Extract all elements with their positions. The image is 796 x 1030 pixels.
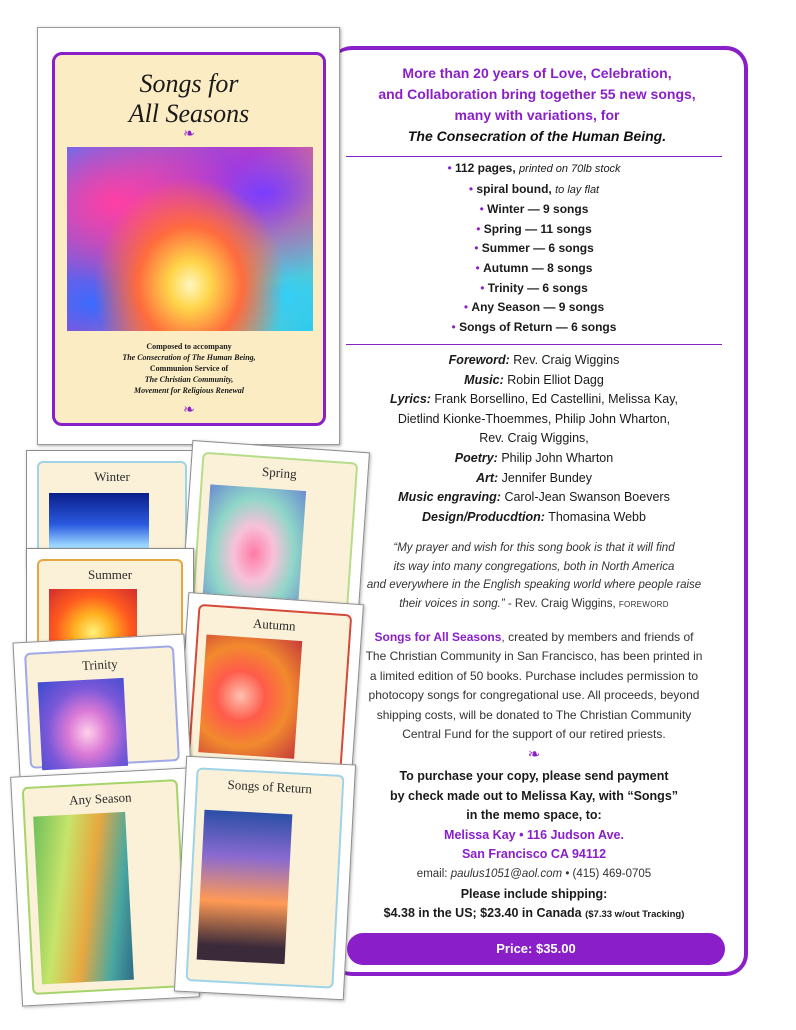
credit-foreword: Foreword: Rev. Craig Wiggins bbox=[448, 353, 620, 367]
cover-title-line2: All Seasons bbox=[128, 99, 250, 128]
order-address: San Francisco CA 94112 bbox=[461, 847, 607, 862]
credit-engraving: Music engraving: Carol-Jean Swanson Boevers bbox=[398, 490, 670, 505]
headline-line: many with variations, for bbox=[454, 107, 620, 123]
cover-panel bbox=[52, 52, 326, 426]
price-badge: Price: $35.00 bbox=[347, 933, 725, 965]
description-line: Central Fund for the support of our retired priests. bbox=[402, 727, 666, 742]
fleuron-icon: ❧ bbox=[183, 125, 195, 141]
spec-item: • spiral bound, to lay flat bbox=[468, 181, 600, 196]
spec-list bbox=[346, 159, 722, 337]
cover-title-line1: Songs for bbox=[139, 69, 239, 98]
credit-lyrics-cont: Dietlind Kionke-Thoemmes, Philip John Wharton, bbox=[397, 411, 671, 426]
cover-title bbox=[55, 69, 323, 129]
page-title: Trinity bbox=[81, 656, 118, 673]
fleuron-icon: ❧ bbox=[527, 746, 541, 763]
description-line: photocopy songs for congregational use. All proceeds, beyond bbox=[368, 688, 700, 703]
cover-artwork bbox=[67, 147, 313, 331]
page-title: Any Season bbox=[68, 789, 132, 808]
order-line: To purchase your copy, please send payment bbox=[399, 769, 669, 783]
spec-item: • Trinity — 6 songs bbox=[480, 280, 588, 295]
order-shipping: $4.38 in the US; $23.40 in Canada ($7.33 w/out Tracking) bbox=[383, 906, 685, 921]
quote bbox=[346, 539, 722, 614]
quote-line: “My prayer and wish for this song book is that it will find bbox=[393, 542, 675, 554]
order-line: in the memo space, to: bbox=[466, 808, 602, 823]
order-shipping-label: Please include shipping: bbox=[460, 886, 608, 901]
spec-item: • Songs of Return — 6 songs bbox=[451, 319, 617, 334]
page-artwork bbox=[38, 678, 128, 770]
divider bbox=[346, 156, 722, 157]
cover-caption-line: Movement for Religious Renewal bbox=[134, 386, 244, 395]
headline-line: More than 20 years of Love, Celebration, bbox=[402, 65, 672, 81]
spec-item: • 112 pages, printed on 70lb stock bbox=[447, 161, 621, 175]
credit-art: Art: Jennifer Bundey bbox=[475, 470, 593, 485]
page-title: Winter bbox=[94, 469, 130, 484]
page-artwork bbox=[198, 634, 302, 758]
page-title: Songs of Return bbox=[227, 776, 313, 797]
sample-page-songs-of-return bbox=[174, 756, 356, 1001]
cover-caption-line: The Consecration of The Human Being, bbox=[122, 353, 256, 362]
sample-page-trinity bbox=[13, 634, 192, 781]
credit-poetry: Poetry: Philip John Wharton bbox=[454, 450, 614, 465]
book-cover bbox=[37, 27, 340, 445]
sample-page-any-season bbox=[10, 767, 200, 1006]
description bbox=[346, 628, 722, 744]
order-info bbox=[346, 767, 722, 925]
page-title: Autumn bbox=[252, 615, 297, 634]
spec-item: • Autumn — 8 songs bbox=[475, 260, 593, 275]
page-artwork bbox=[197, 810, 293, 964]
cover-caption bbox=[55, 341, 323, 396]
spec-item: • Winter — 9 songs bbox=[479, 202, 589, 217]
cover-caption-line: Composed to accompany bbox=[146, 342, 232, 351]
cover-caption-line: The Christian Community, bbox=[144, 375, 234, 384]
order-address: Melissa Kay • 116 Judson Ave. bbox=[444, 827, 624, 842]
description-line: shipping costs, will be donated to The Christian Community bbox=[376, 707, 692, 722]
credit-lyrics: Lyrics: Frank Borsellino, Ed Castellini, Melissa Kay, bbox=[389, 392, 679, 407]
page-artwork bbox=[202, 484, 306, 610]
quote-line: and everywhere in the English speaking world where people raise bbox=[366, 579, 702, 591]
divider bbox=[346, 344, 722, 345]
cover-caption-line: Communion Service of bbox=[149, 364, 229, 373]
spec-item: • Any Season — 9 songs bbox=[463, 300, 605, 315]
description-line: Songs for All Seasons, created by members and friends of bbox=[374, 630, 694, 644]
headline-line: and Collaboration bring together 55 new songs, bbox=[378, 86, 696, 102]
page-artwork bbox=[33, 812, 134, 985]
page-title: Summer bbox=[87, 567, 133, 582]
headline bbox=[372, 63, 702, 147]
order-line: by check made out to Melissa Kay, with “Songs” bbox=[389, 788, 679, 803]
spec-item: • Summer — 6 songs bbox=[474, 241, 594, 256]
spec-item: • Spring — 11 songs bbox=[476, 221, 592, 236]
credit-lyrics-cont: Rev. Craig Wiggins, bbox=[479, 431, 589, 446]
credits bbox=[346, 351, 722, 527]
quote-line: its way into many congregations, both in North America bbox=[393, 560, 675, 573]
page-title: Spring bbox=[261, 463, 298, 482]
order-contact: email: paulus1051@aol.com • (415) 469-0705 bbox=[416, 867, 652, 880]
credit-design: Design/Producdtion: Thomasina Webb bbox=[422, 509, 646, 524]
description-line: The Christian Community in San Francisco, has been printed in bbox=[365, 649, 703, 664]
description-line: a limited edition of 50 books. Purchase includes permission to bbox=[369, 668, 699, 683]
credit-music: Music: Robin Elliot Dagg bbox=[464, 372, 604, 387]
email-link[interactable]: paulus1051@aol.com bbox=[450, 867, 563, 880]
fleuron-icon: ❧ bbox=[183, 401, 195, 417]
quote-line: their voices in song.” - Rev. Craig Wiggins, FOREWORD bbox=[399, 597, 669, 610]
sample-page-autumn bbox=[176, 592, 364, 782]
headline-line: The Consecration of the Human Being. bbox=[407, 128, 667, 144]
